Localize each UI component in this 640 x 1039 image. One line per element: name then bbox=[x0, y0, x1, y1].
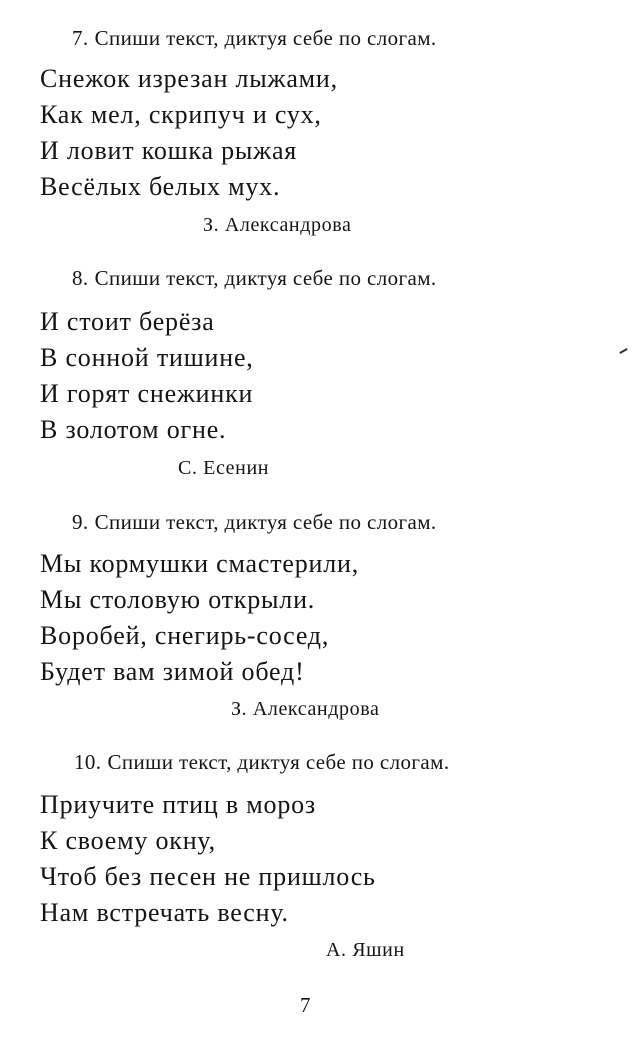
instruction-text: Спиши текст, диктуя себе по слогам. bbox=[94, 26, 437, 50]
author-name: З. Александрова bbox=[231, 698, 380, 720]
poem-line: Чтоб без песен не пришлось bbox=[40, 862, 376, 891]
poem-line: Приучите птиц в мороз bbox=[40, 790, 316, 819]
poem-line: Снежок изрезан лыжами, bbox=[40, 64, 338, 93]
poem-line: В золотом огне. bbox=[40, 415, 227, 444]
author-name: А. Яшин bbox=[326, 939, 405, 961]
author-name: С. Есенин bbox=[178, 457, 270, 479]
poem-line: И стоит берёза bbox=[40, 307, 215, 336]
task-number: 10. bbox=[74, 750, 102, 774]
poem-line: Воробей, снегирь-сосед, bbox=[40, 621, 330, 650]
task-number: 8. bbox=[72, 266, 89, 290]
poem-line: В сонной тишине, bbox=[40, 343, 254, 372]
poem-line: Мы столовую открыли. bbox=[40, 585, 316, 614]
poem-line: Как мел, скрипуч и сух, bbox=[40, 100, 322, 129]
task-number: 7. bbox=[72, 26, 89, 50]
poem-line: И горят снежинки bbox=[40, 379, 254, 408]
instruction-text: Спиши текст, диктуя себе по слогам. bbox=[94, 266, 437, 290]
poem-line: И ловит кошка рыжая bbox=[40, 136, 298, 165]
poem-line: Мы кормушки смастерили, bbox=[40, 549, 360, 578]
task-number: 9. bbox=[72, 510, 89, 534]
poem-line: Будет вам зимой обед! bbox=[40, 657, 305, 686]
task-9-instruction bbox=[72, 510, 437, 535]
poem-line: Весёлых белых мух. bbox=[40, 172, 281, 201]
print-speck bbox=[619, 348, 628, 354]
poem-line: Нам встречать весну. bbox=[40, 898, 289, 927]
instruction-text: Спиши текст, диктуя себе по слогам. bbox=[94, 510, 437, 534]
instruction-text: Спиши текст, диктуя себе по слогам. bbox=[107, 750, 450, 774]
task-8-instruction bbox=[72, 266, 437, 291]
author-name: З. Александрова bbox=[203, 214, 352, 236]
task-10-instruction bbox=[74, 750, 449, 775]
task-7-instruction bbox=[72, 26, 437, 51]
page-number: 7 bbox=[300, 993, 311, 1017]
poem-line: К своему окну, bbox=[40, 826, 216, 855]
